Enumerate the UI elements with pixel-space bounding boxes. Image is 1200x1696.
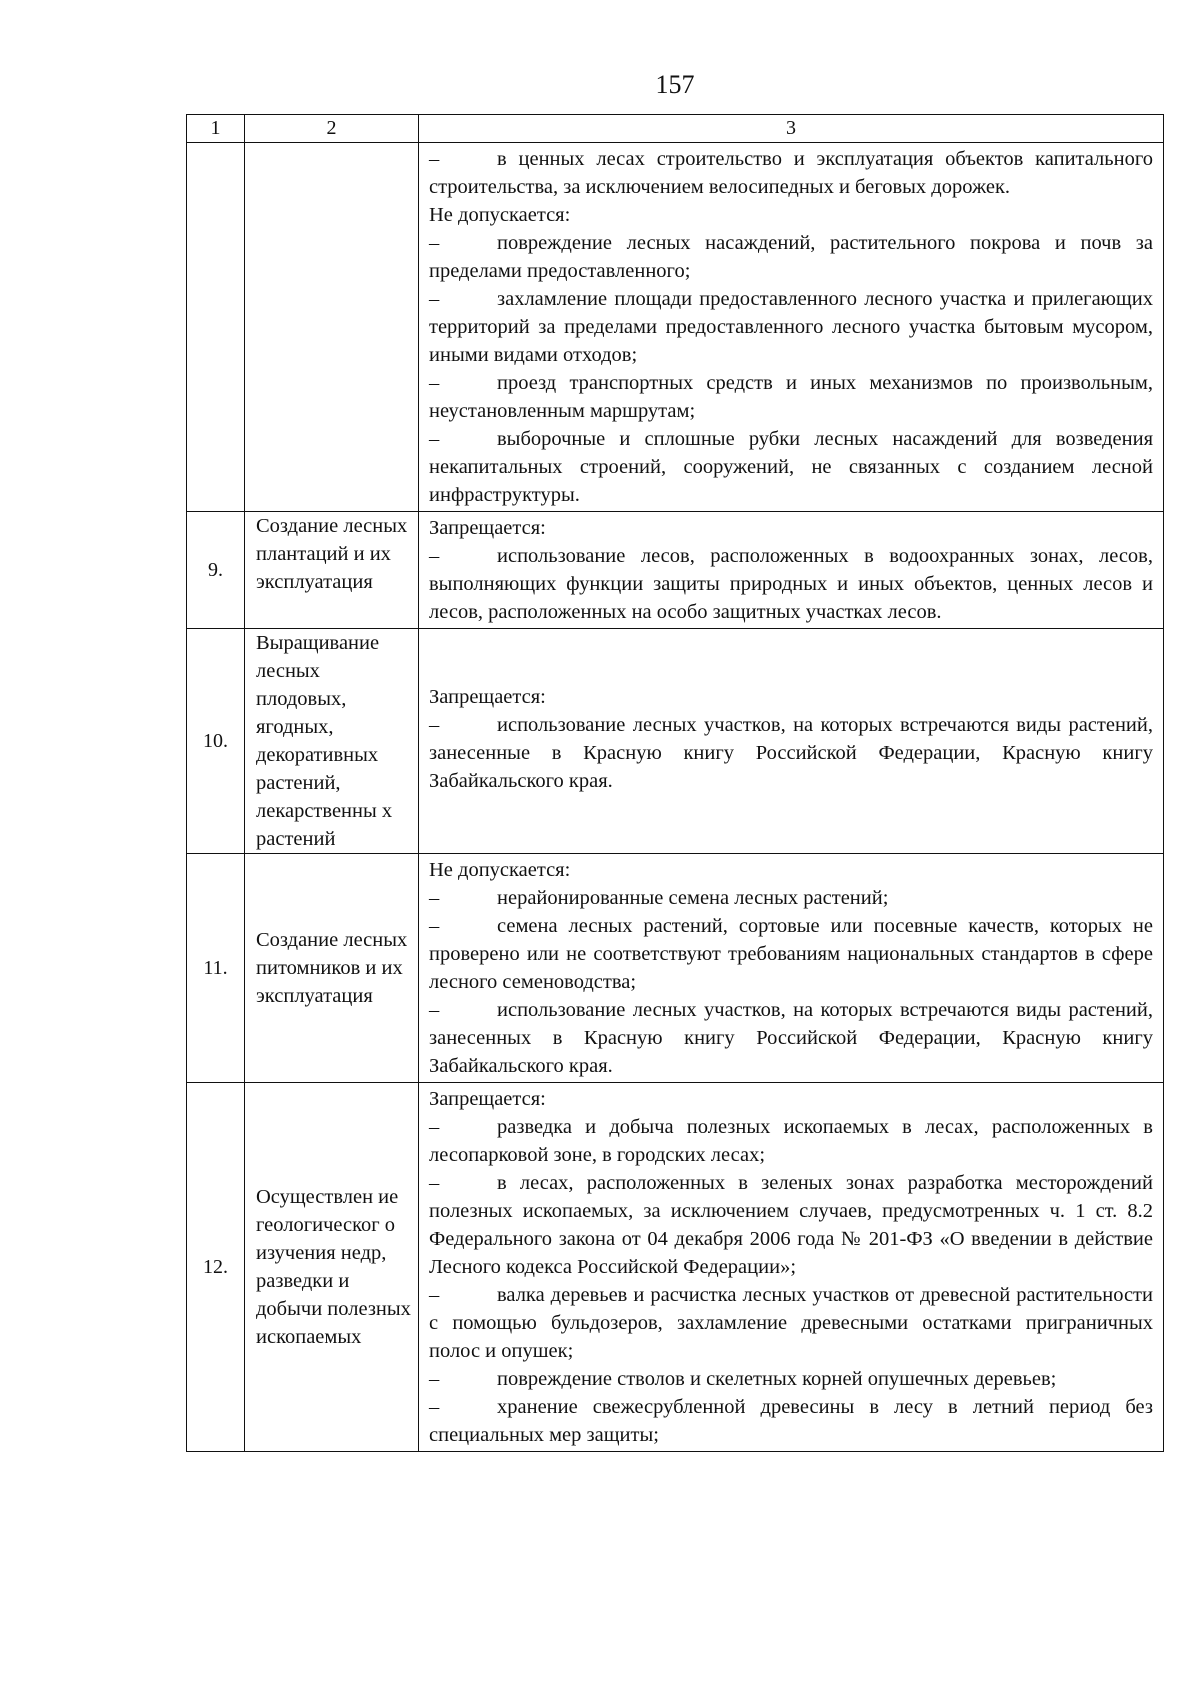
list-item: – выборочные и сплошные рубки лесных насаждений для возведения некапитальных строений, сооружений, не связанных с созданием лесной инфраструктуры. bbox=[429, 425, 1153, 509]
row-number: 11. bbox=[187, 854, 245, 1083]
dash-icon: – bbox=[429, 372, 440, 394]
header-cell: 1 bbox=[187, 115, 245, 143]
row-restrictions bbox=[419, 1083, 1164, 1452]
row-activity: Осуществлен ие геологическог о изучения недр, разведки и добычи полезных ископаемых bbox=[245, 1083, 419, 1452]
table-row bbox=[187, 1083, 1164, 1452]
list-item: – в ценных лесах строительство и эксплуатация объектов капитального строительства, за исключением велосипедных и беговых дорожек. bbox=[429, 145, 1153, 201]
dash-icon: – bbox=[429, 545, 440, 567]
list-item: – проезд транспортных средств и иных механизмов по произвольным, неустановленным маршрутам; bbox=[429, 369, 1153, 425]
list-item: – семена лесных растений, сортовые или посевные качеств, которых не проверено или не соответствуют требованиям национальных стандартов в сфере лесного семеноводства; bbox=[429, 912, 1153, 996]
restriction-lead: Запрещается: bbox=[429, 517, 546, 539]
list-item: – использование лесных участков, на которых встречаются виды растений, занесенных в Красную книгу Российской Федерации, Красную книгу Забайкальского края. bbox=[429, 996, 1153, 1080]
dash-icon: – bbox=[429, 714, 440, 736]
row-restrictions bbox=[419, 854, 1164, 1083]
dash-icon: – bbox=[429, 1172, 440, 1194]
list-item: – использование лесов, расположенных в водоохранных зонах, лесов, выполняющих функции защиты природных и иных объектов, ценных лесов и лесов, расположенных на особо защитных участках лесов. bbox=[429, 542, 1153, 626]
table-row bbox=[187, 854, 1164, 1083]
dash-icon: – bbox=[429, 1284, 440, 1306]
row-activity: Выращивание лесных плодовых, ягодных, декоративных растений, лекарственны х растений bbox=[245, 629, 419, 854]
spacer bbox=[429, 631, 1153, 683]
dash-icon: – bbox=[429, 148, 440, 170]
row-activity: Создание лесных плантаций и их эксплуатация bbox=[245, 512, 419, 629]
row-restrictions bbox=[419, 512, 1164, 629]
restriction-lead: Не допускается: bbox=[429, 204, 571, 226]
list-item: – валка деревьев и расчистка лесных участков от древесной растительности с помощью бульдозеров, захламление древесными остатками приграничных полос и опушек; bbox=[429, 1281, 1153, 1365]
list-item: – повреждение стволов и скелетных корней опушечных деревьев; bbox=[429, 1365, 1153, 1393]
dash-icon: – bbox=[429, 1368, 440, 1390]
row-number: 10. bbox=[187, 629, 245, 854]
list-item: – захламление площади предоставленного лесного участка и прилегающих территорий за пределами предоставленного лесного участка бытовым мусором, иными видами отходов; bbox=[429, 285, 1153, 369]
dash-icon: – bbox=[429, 428, 440, 450]
row-restrictions bbox=[419, 629, 1164, 854]
list-item: – повреждение лесных насаждений, растительного покрова и почв за пределами предоставленного; bbox=[429, 229, 1153, 285]
table-row bbox=[187, 629, 1164, 854]
dash-icon: – bbox=[429, 1116, 440, 1138]
list-item: – разведка и добыча полезных ископаемых в лесах, расположенных в лесопарковой зоне, в городских лесах; bbox=[429, 1113, 1153, 1169]
row-activity: Создание лесных питомников и их эксплуатация bbox=[245, 854, 419, 1083]
dash-icon: – bbox=[429, 887, 440, 909]
dash-icon: – bbox=[429, 999, 440, 1021]
table-header-row bbox=[187, 115, 1164, 143]
row-activity bbox=[245, 143, 419, 512]
regulations-table bbox=[186, 114, 1164, 1452]
row-number: 12. bbox=[187, 1083, 245, 1452]
dash-icon: – bbox=[429, 915, 440, 937]
dash-icon: – bbox=[429, 232, 440, 254]
dash-icon: – bbox=[429, 288, 440, 310]
list-item: – в лесах, расположенных в зеленых зонах разработка месторождений полезных ископаемых, за исключением случаев, предусмотренных ч. 1 ст. 8.2 Федерального закона от 04 декабря 2006 года № 201-ФЗ «О введении в действие Лесного кодекса Российской Федерации»; bbox=[429, 1169, 1153, 1281]
table-row bbox=[187, 143, 1164, 512]
dash-icon: – bbox=[429, 1396, 440, 1418]
table-row bbox=[187, 512, 1164, 629]
header-cell: 3 bbox=[419, 115, 1164, 143]
list-item: – хранение свежесрубленной древесины в лесу в летний период без специальных мер защиты; bbox=[429, 1393, 1153, 1449]
restriction-lead: Запрещается: bbox=[429, 686, 546, 708]
restriction-lead: Запрещается: bbox=[429, 1088, 546, 1110]
row-number: 9. bbox=[187, 512, 245, 629]
row-number bbox=[187, 143, 245, 512]
header-cell: 2 bbox=[245, 115, 419, 143]
list-item: – использование лесных участков, на которых встречаются виды растений, занесенные в Красную книгу Российской Федерации, Красную книгу Забайкальского края. bbox=[429, 711, 1153, 795]
list-item: – нерайонированные семена лесных растений; bbox=[429, 884, 1153, 912]
restriction-lead: Не допускается: bbox=[429, 859, 571, 881]
row-restrictions bbox=[419, 143, 1164, 512]
page-number: 157 bbox=[655, 70, 695, 99]
